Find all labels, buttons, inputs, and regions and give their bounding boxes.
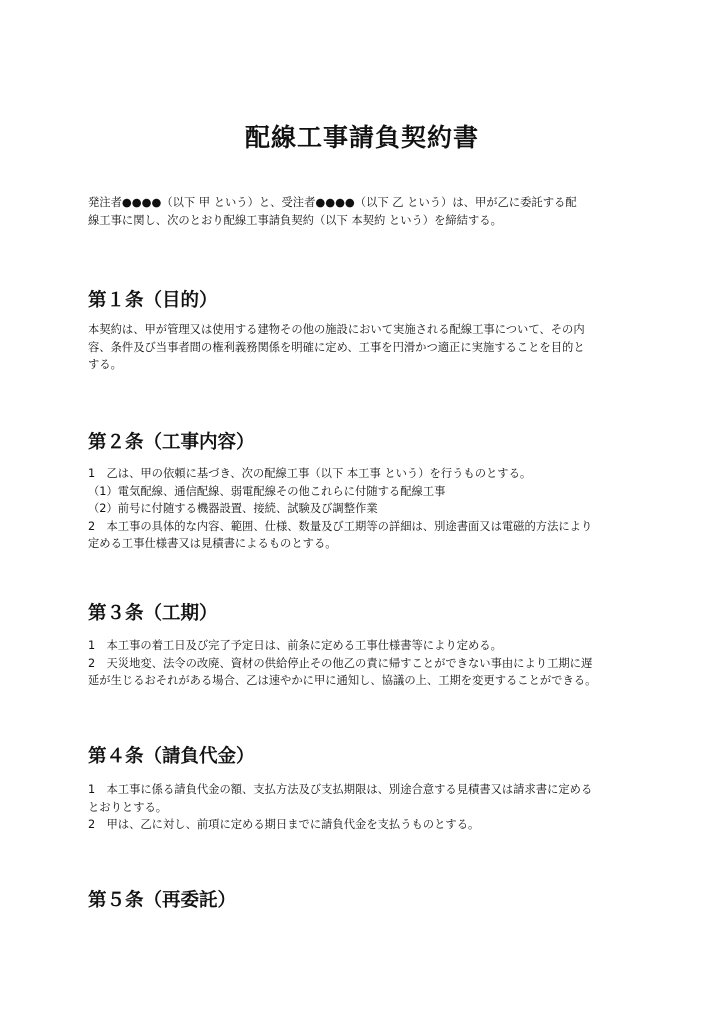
text-line: 発注者●●●●（以下 甲 という）と、受注者●●●●（以下 乙 という）は、甲が乙に委託する配: [88, 196, 577, 209]
text-line: （1）電気配線、通信配線、弱電配線その他これらに付随する配線工事: [88, 484, 446, 498]
document-title: 配線工事請負契約書: [244, 123, 479, 152]
text-line: する。: [88, 358, 122, 371]
text-line: 1 乙は、甲の依頼に基づき、次の配線工事（以下 本工事 という）を行うものとする。: [88, 467, 532, 480]
article-3-heading: 第３条（工期）: [88, 603, 218, 624]
article-2-body: [88, 465, 648, 553]
text-line: 2 甲は、乙に対し、前項に定める期日までに請負代金を支払うものとする。: [88, 818, 480, 831]
article-1-body: [88, 321, 648, 374]
article-4-body: [88, 781, 648, 834]
text-line: （2）前号に付随する機器設置、接続、試験及び調整作業: [88, 502, 378, 515]
text-line: 線工事に関し、次のとおり配線工事請負契約（以下 本契約 という）を締結する。: [88, 213, 502, 227]
text-line: 1 本工事に係る請負代金の額、支払方法及び支払期限は、別途合意する見積書又は請求書に定める: [88, 783, 593, 796]
text-line: 2 本工事の具体的な内容、範囲、仕様、数量及び工期等の詳細は、別途書面又は電磁的方法により: [88, 519, 593, 533]
text-line: 定める工事仕様書又は見積書によるものとする。: [88, 537, 337, 550]
article-5-heading: 第５条（再委託）: [88, 890, 237, 911]
text-line: 延が生じるおそれがある場合、乙は速やかに甲に通知し、協議の上、工期を変更することができる。: [88, 674, 597, 687]
text-line: 2 天災地変、法令の改廃、資材の供給停止その他乙の責に帰すことができない事由により工期に遅: [88, 656, 593, 670]
article-4-heading: 第４条（請負代金）: [88, 746, 255, 767]
text-line: 容、条件及び当事者間の権利義務関係を明確に定め、工事を円滑かつ適正に実施することを目的と: [88, 340, 585, 354]
text-line: とおりとする。: [88, 800, 168, 814]
article-2-heading: 第２条（工事内容）: [88, 432, 255, 453]
text-line: 1 本工事の着工日及び完了予定日は、前条に定める工事仕様書等により定める。: [88, 639, 502, 652]
text-line: 本契約は、甲が管理又は使用する建物その他の施設において実施される配線工事について、その内: [88, 323, 585, 336]
article-1-heading: 第１条（目的）: [88, 290, 218, 311]
article-3-body: [88, 637, 648, 690]
intro-paragraph: [88, 194, 648, 229]
